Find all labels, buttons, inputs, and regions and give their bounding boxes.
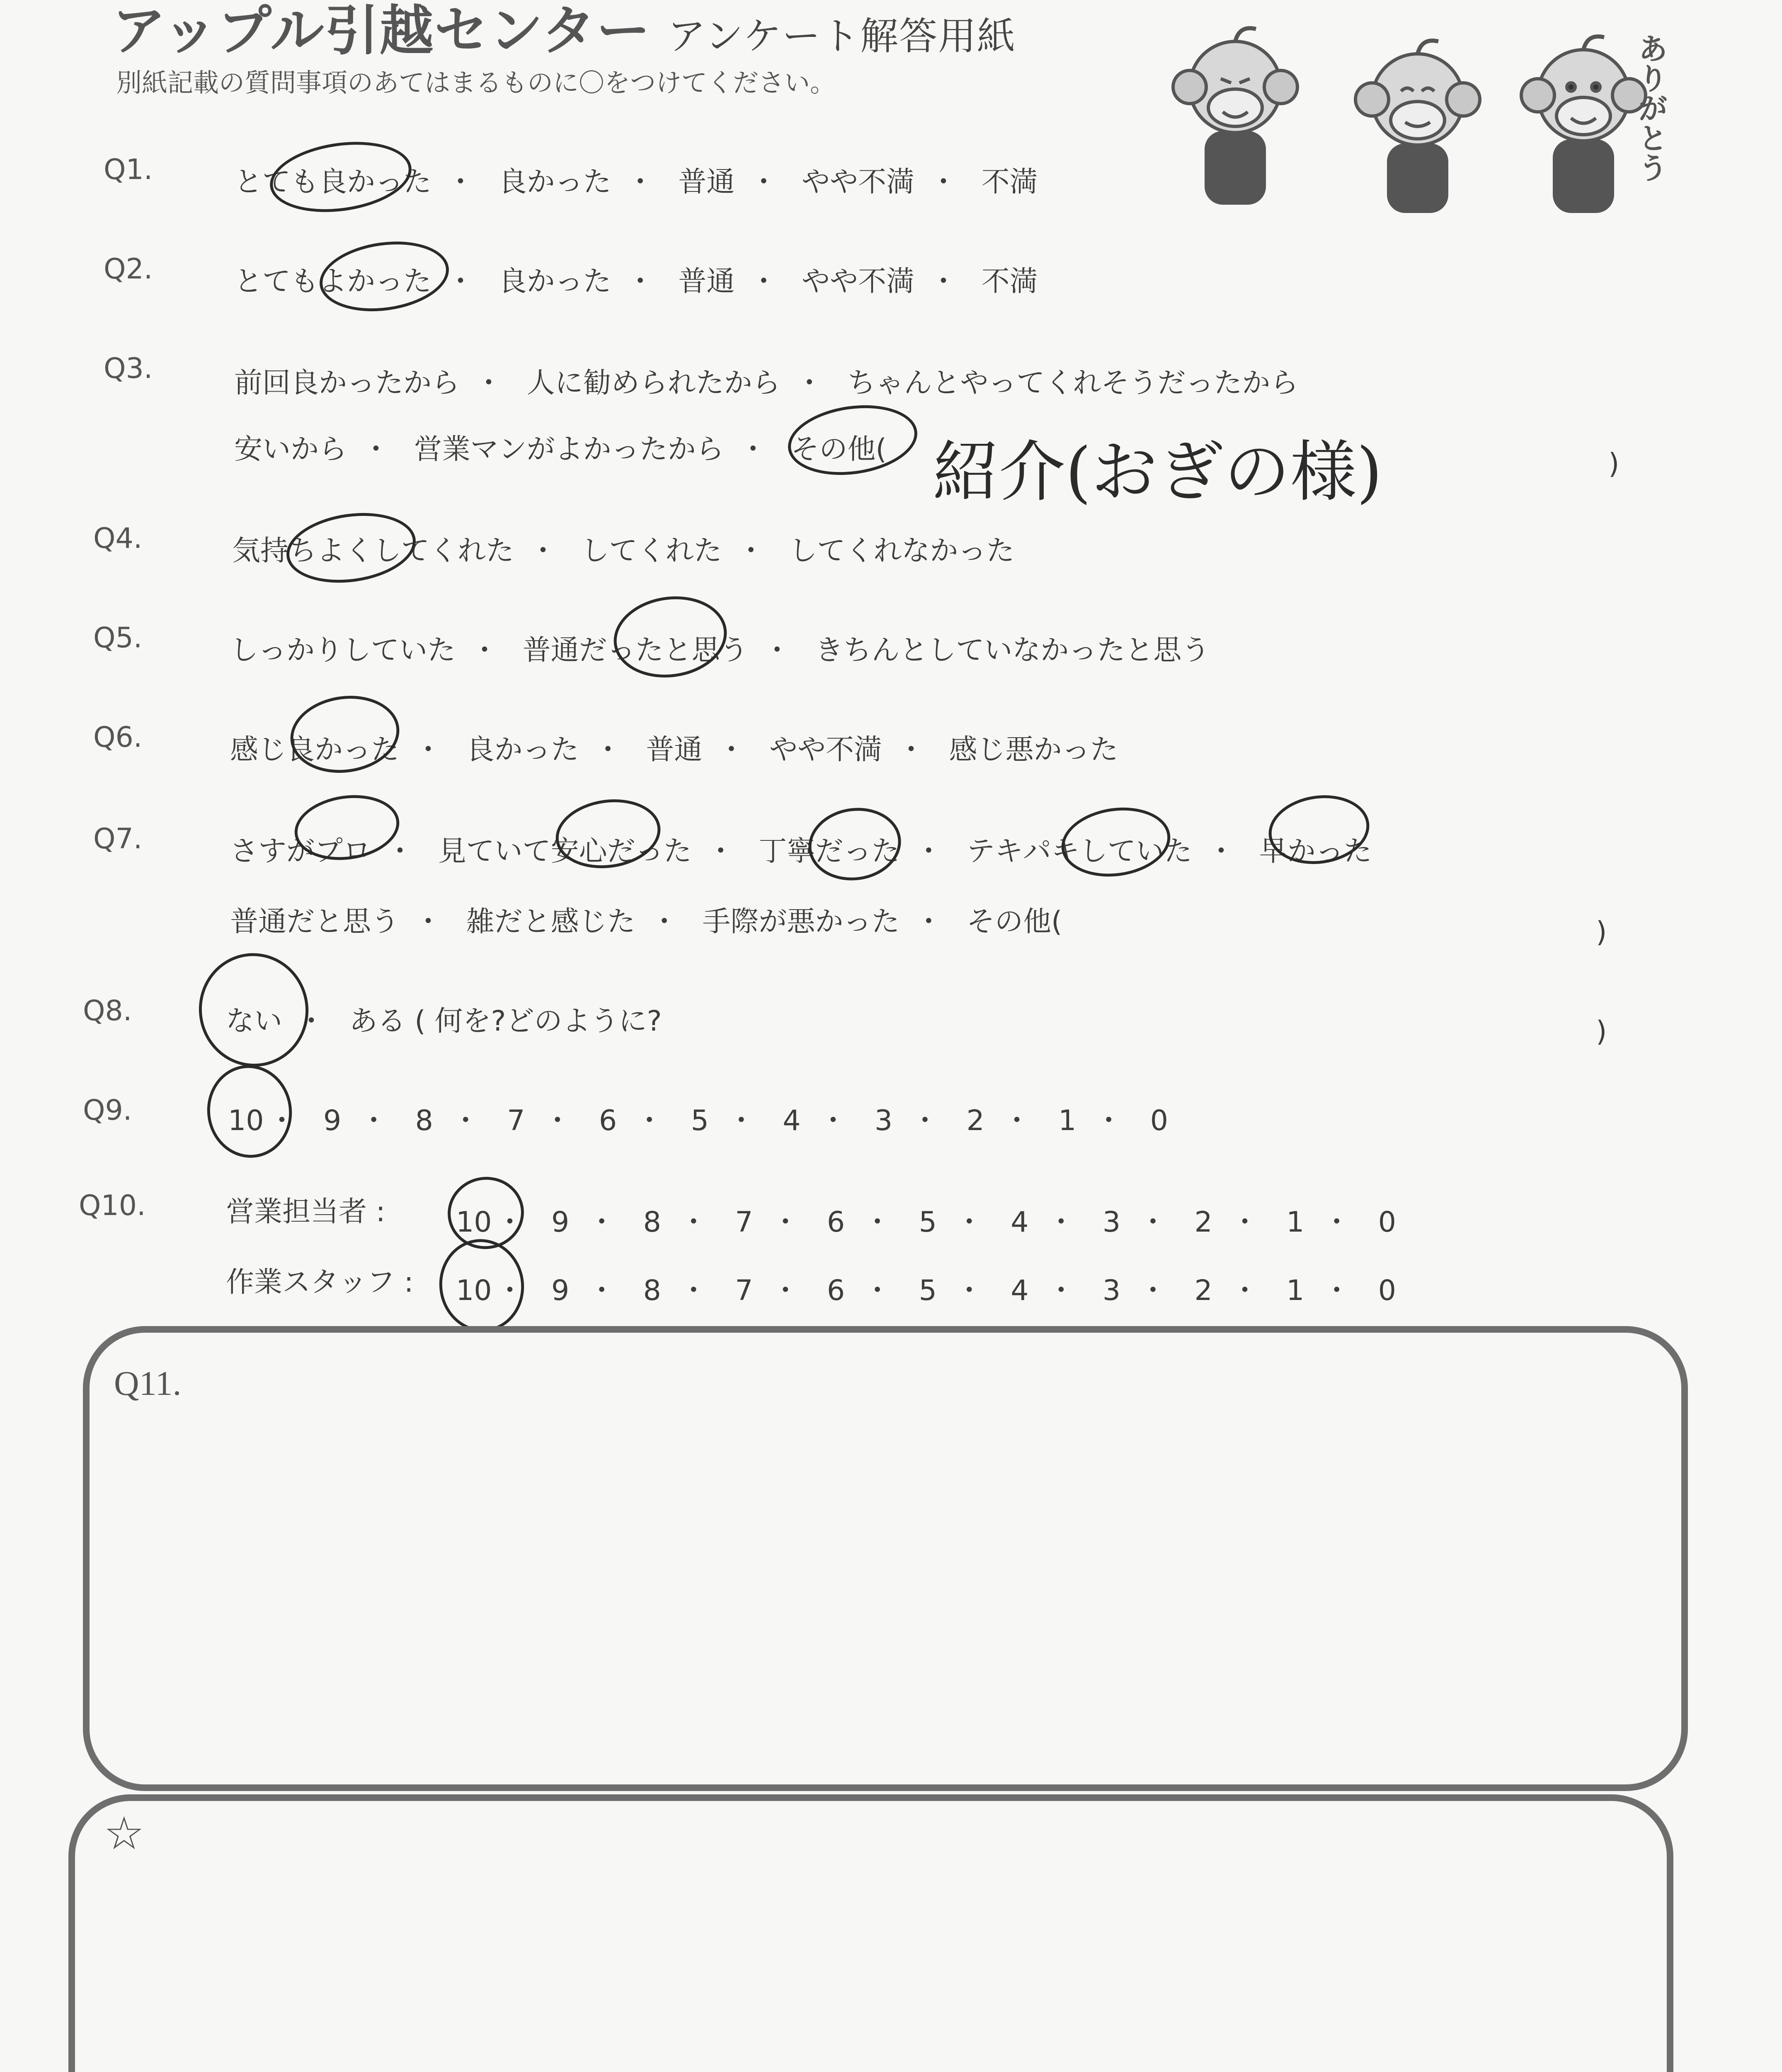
q2-option-4[interactable]: やや不満 — [801, 265, 914, 298]
q5-option-3[interactable]: きちんとしていなかったと思う — [815, 634, 1210, 667]
q9-score-1[interactable]: 1 — [1058, 1104, 1076, 1137]
q10-staff-score-4[interactable]: 4 — [1011, 1274, 1029, 1307]
q9-score-3[interactable]: 3 — [874, 1104, 893, 1137]
q6-option-5[interactable]: 感じ悪かった — [949, 733, 1118, 766]
q10-staff-score-2[interactable]: 2 — [1194, 1274, 1212, 1307]
company-name: アップル引越センター — [112, 0, 651, 62]
q7-option-4[interactable]: テキパキしていた — [966, 835, 1192, 868]
q7-option-1[interactable]: さすがプロ — [230, 835, 371, 868]
q10-sales-score-6[interactable]: 6 — [827, 1206, 845, 1239]
form-subtitle: アンケート解答用紙 — [667, 14, 1016, 58]
q1-option-1[interactable]: とても良かった — [234, 166, 432, 198]
q7-option-5[interactable]: 早かった — [1259, 835, 1372, 868]
q9-score-8[interactable]: 8 — [415, 1104, 433, 1137]
form-title — [112, 0, 1016, 65]
q10-sales-score-4[interactable]: 4 — [1011, 1206, 1029, 1239]
monkey-mascots-icon — [1136, 8, 1700, 224]
q10-sales-score-10[interactable]: 10 — [456, 1206, 492, 1239]
q3-option-2[interactable]: 人に勧められたから — [526, 367, 781, 399]
q8-options: ない ・ ある ( 何を?どのように? — [226, 999, 662, 1039]
q6-option-1[interactable]: 感じ良かった — [230, 733, 400, 766]
q10-sales-score-9[interactable]: 9 — [551, 1206, 570, 1239]
q7-options-line2: 普通だと思う ・ 雑だと感じた ・ 手際が悪かった ・ その他( — [230, 899, 1062, 939]
q10-staff-label: 作業スタッフ : — [226, 1266, 414, 1299]
q1-option-3[interactable]: 普通 — [678, 166, 735, 198]
q4-option-1[interactable]: 気持ちよくしてくれた — [232, 535, 514, 567]
q10-staff-score-8[interactable]: 8 — [643, 1274, 661, 1307]
q4-number: Q4. — [93, 522, 143, 555]
q10-sales-score-0[interactable]: 0 — [1378, 1206, 1397, 1239]
q10-staff-score-9[interactable]: 9 — [551, 1274, 570, 1307]
instruction-text: 別紙記載の質問事項のあてはまるものに〇をつけてください。 — [116, 68, 836, 98]
q11-label: Q11. — [114, 1364, 182, 1403]
q10-staff-label-text: 作業スタッフ — [226, 1266, 395, 1299]
q3-option-other[interactable]: その他( — [791, 433, 887, 466]
q10-sales-score-7[interactable]: 7 — [735, 1206, 753, 1239]
q10-sales-scale: 10 ・ 9 ・ 8 ・ 7 ・ 6 ・ 5 ・ 4 ・ 3 ・ 2 ・ 1 ・ 0 — [456, 1200, 1399, 1240]
q10-sales-score-2[interactable]: 2 — [1194, 1206, 1212, 1239]
q8-option-1[interactable]: ない — [226, 1005, 283, 1038]
q10-staff-score-1[interactable]: 1 — [1286, 1274, 1304, 1307]
q10-sales-label-text: 営業担当者 — [226, 1196, 367, 1228]
q3-option-3[interactable]: ちゃんとやってくれそうだったから — [847, 367, 1299, 399]
q7-option-2[interactable]: 見ていて安心だった — [438, 835, 692, 868]
q10-sales-score-1[interactable]: 1 — [1286, 1206, 1304, 1239]
q9-score-2[interactable]: 2 — [966, 1104, 984, 1137]
q3-option-5[interactable]: 営業マンがよかったから — [414, 433, 724, 466]
q2-option-5[interactable]: 不満 — [981, 265, 1038, 298]
q2-option-3[interactable]: 普通 — [678, 265, 735, 298]
q3-other-handwritten: 紹介(おぎの様) — [933, 433, 1382, 511]
q2-option-2[interactable]: 良かった — [498, 265, 611, 298]
q7-option-3[interactable]: 丁寧だった — [759, 835, 900, 868]
q8-number: Q8. — [83, 995, 132, 1027]
q3-options-line2: 安いから ・ 営業マンがよかったから ・ その他( — [234, 427, 887, 467]
q10-sales-score-8[interactable]: 8 — [643, 1206, 661, 1239]
q10-staff-score-5[interactable]: 5 — [919, 1274, 937, 1307]
q6-option-4[interactable]: やや不満 — [769, 733, 882, 766]
q3-number: Q3. — [104, 352, 153, 385]
q9-scale: 10 ・ 9 ・ 8 ・ 7 ・ 6 ・ 5 ・ 4 ・ 3 ・ 2 ・ 1 ・ 0 — [228, 1098, 1171, 1138]
q10-sales-label: 営業担当者 : — [226, 1196, 385, 1228]
q9-number: Q9. — [83, 1094, 132, 1127]
q1-option-5[interactable]: 不満 — [981, 166, 1038, 198]
q1-options: とても良かった ・ 良かった ・ 普通 ・ やや不満 ・ 不満 — [234, 160, 1038, 200]
q10-staff-scale: 10 ・ 9 ・ 8 ・ 7 ・ 6 ・ 5 ・ 4 ・ 3 ・ 2 ・ 1 ・ 0 — [456, 1268, 1399, 1308]
q4-options: 気持ちよくしてくれた ・ してくれた ・ してくれなかった — [232, 528, 1014, 569]
q9-score-5[interactable]: 5 — [691, 1104, 709, 1137]
q2-option-1[interactable]: とてもよかった — [234, 265, 432, 298]
q10-staff-score-6[interactable]: 6 — [827, 1274, 845, 1307]
q10-staff-score-3[interactable]: 3 — [1102, 1274, 1121, 1307]
star-label: ☆ — [104, 1808, 145, 1859]
thanks-text: ありがとう — [1633, 33, 1668, 182]
q6-option-3[interactable]: 普通 — [646, 733, 703, 766]
q7-option-other[interactable]: その他( — [966, 905, 1062, 938]
q7-number: Q7. — [93, 823, 143, 855]
q4-option-3[interactable]: してくれなかった — [789, 535, 1015, 567]
q1-option-2[interactable]: 良かった — [498, 166, 611, 198]
q3-option-4[interactable]: 安いから — [234, 433, 347, 466]
q8-close-paren: ) — [1596, 1015, 1607, 1048]
q6-option-2[interactable]: 良かった — [466, 733, 579, 766]
q11-comment-box[interactable] — [83, 1326, 1688, 1791]
q7-close-paren: ) — [1596, 916, 1607, 949]
q7-option-6[interactable]: 普通だと思う — [230, 905, 400, 938]
q4-option-2[interactable]: してくれた — [581, 535, 722, 567]
q1-number: Q1. — [104, 153, 153, 186]
q3-option-1[interactable]: 前回良かったから — [234, 367, 460, 399]
q5-options: しっかりしていた ・ 普通だったと思う ・ きちんとしていなかったと思う — [230, 628, 1210, 668]
q2-number: Q2. — [104, 253, 153, 286]
star-comment-box[interactable] — [68, 1794, 1673, 2072]
q2-options: とてもよかった ・ 良かった ・ 普通 ・ やや不満 ・ 不満 — [234, 259, 1038, 299]
q10-sales-score-5[interactable]: 5 — [919, 1206, 937, 1239]
q5-option-1[interactable]: しっかりしていた — [230, 634, 456, 667]
q7-option-8[interactable]: 手際が悪かった — [702, 905, 900, 938]
q1-option-4[interactable]: やや不満 — [801, 166, 914, 198]
q10-staff-score-0[interactable]: 0 — [1378, 1274, 1397, 1307]
q9-score-7[interactable]: 7 — [507, 1104, 525, 1137]
q8-option-2[interactable]: ある ( 何を?どのように? — [349, 1005, 662, 1038]
q7-option-7[interactable]: 雑だと感じた — [466, 905, 635, 938]
q10-number: Q10. — [79, 1189, 146, 1222]
q10-staff-score-10[interactable]: 10 — [456, 1274, 492, 1307]
q3-options-line1: 前回良かったから ・ 人に勧められたから ・ ちゃんとやってくれそうだったから — [234, 361, 1298, 401]
q6-options: 感じ良かった ・ 良かった ・ 普通 ・ やや不満 ・ 感じ悪かった — [230, 727, 1118, 767]
q5-option-2[interactable]: 普通だったと思う — [522, 634, 748, 667]
q7-options-line1: さすがプロ ・ 見ていて安心だった ・ 丁寧だった ・ テキパキしていた ・ 早かった — [230, 829, 1372, 869]
q9-score-4[interactable]: 4 — [783, 1104, 801, 1137]
q9-score-10[interactable]: 10 — [228, 1104, 264, 1137]
q9-score-0[interactable]: 0 — [1150, 1104, 1169, 1137]
q10-staff-score-7[interactable]: 7 — [735, 1274, 753, 1307]
q6-number: Q6. — [93, 721, 143, 754]
q10-sales-score-3[interactable]: 3 — [1102, 1206, 1121, 1239]
q9-score-9[interactable]: 9 — [323, 1104, 342, 1137]
q5-number: Q5. — [93, 622, 143, 654]
q3-close-paren: ) — [1608, 448, 1620, 480]
q9-score-6[interactable]: 6 — [599, 1104, 617, 1137]
